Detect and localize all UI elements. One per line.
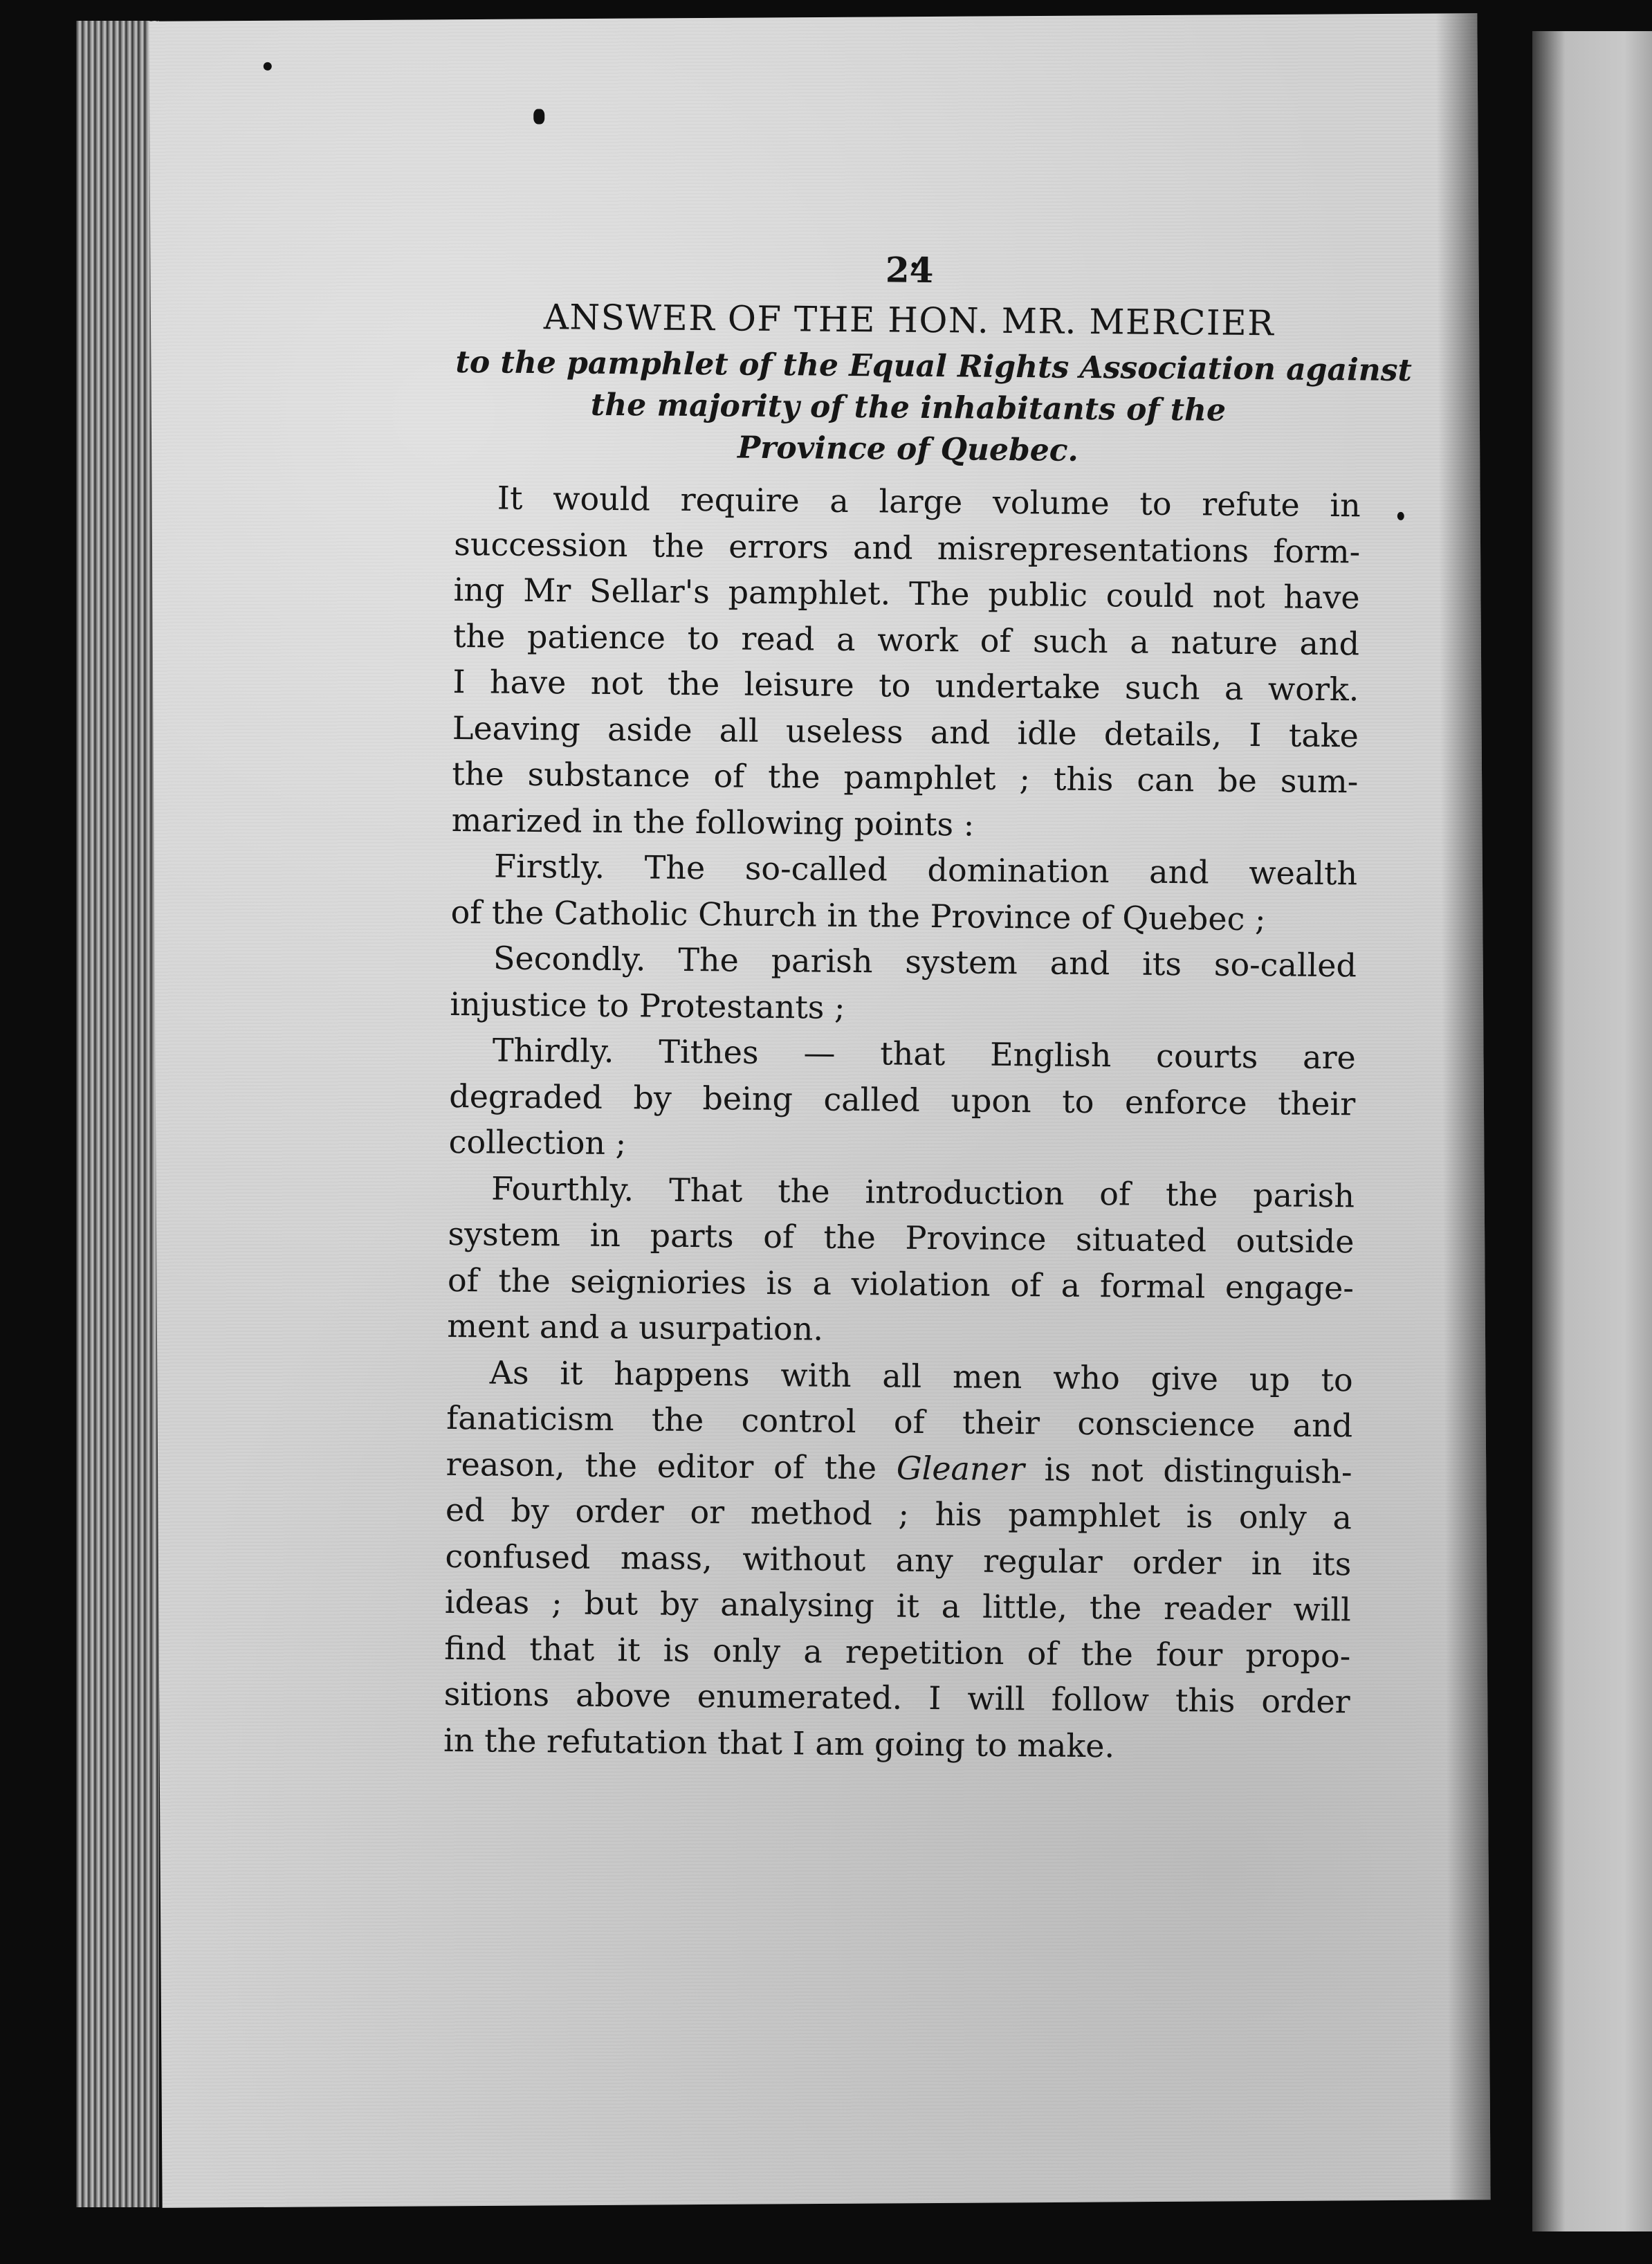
- body-paragraph: [447, 1165, 1355, 1356]
- facing-page-edge: [1532, 31, 1652, 2231]
- text-line: Fourthly. That the introduction of the parish: [490, 1169, 1355, 1214]
- body-paragraph: [450, 935, 1357, 1034]
- text-line: collection ;: [448, 1122, 627, 1162]
- text-line: Firstly. The so-called domination and wealth: [493, 847, 1358, 893]
- text-line: As it happens with all men who give up to: [489, 1353, 1353, 1398]
- text-line: of the seigniories is a violation of a formal engage-: [447, 1261, 1355, 1306]
- text-line: the patience to read a work of such a nature and: [452, 617, 1360, 662]
- ink-speck: [533, 109, 544, 124]
- text-line: succession the errors and misrepresentations form-: [454, 524, 1361, 570]
- text-line: Thirdly. Tithes — that English courts are: [492, 1031, 1357, 1077]
- subheading-line: to the pamphlet of the Equal Rights Association against: [455, 344, 1413, 389]
- body-paragraph: [450, 843, 1357, 942]
- body-text: [443, 475, 1361, 1771]
- newspaper-name: Gleaner: [896, 1449, 1025, 1488]
- gutter-shadow: [1435, 13, 1490, 2200]
- article-heading: ANSWER OF THE HON. MR. MERCIER: [543, 297, 1275, 344]
- text-line: I have not the leisure to undertake such a work.: [452, 662, 1359, 709]
- body-paragraph: [451, 475, 1361, 850]
- text-line: confused mass, without any regular order in its: [445, 1537, 1352, 1582]
- body-paragraph: [443, 1349, 1353, 1771]
- text-line: reason, the editor of the Gleaner is not distinguish-: [446, 1445, 1352, 1490]
- text-line: of the Catholic Church in the Province of Quebec ;: [450, 893, 1266, 938]
- page-text: [443, 246, 1413, 1771]
- text-line: find that it is only a repetition of the four propo-: [444, 1629, 1351, 1674]
- body-paragraph: [448, 1027, 1356, 1173]
- text-line: ment and a usurpation.: [447, 1306, 824, 1348]
- ink-speck: [1397, 512, 1404, 520]
- text-line: marized in the following points :: [451, 801, 975, 843]
- subheading-line: the majority of the inhabitants of the: [590, 387, 1227, 428]
- text-line: fanaticism the control of their conscience and: [446, 1398, 1353, 1445]
- stacked-page-edges: [76, 21, 159, 2207]
- ink-speck: [264, 62, 272, 71]
- text-line: Leaving aside all useless and idle details, I take: [452, 709, 1359, 754]
- text-line: ing Mr Sellar's pamphlet. The public could not have: [453, 570, 1360, 617]
- text-line: ed by order or method ; his pamphlet is only a: [445, 1490, 1352, 1537]
- text-line: Secondly. The parish system and its so-called: [493, 939, 1357, 985]
- text-line: the substance of the pamphlet ; this can be sum-: [452, 754, 1359, 801]
- text-line: ideas ; but by analysing it a little, the reader will: [444, 1582, 1352, 1629]
- page-number: 24: [885, 249, 934, 291]
- text-line: system in parts of the Province situated outside: [448, 1214, 1355, 1261]
- subheading-line: Province of Quebec.: [737, 430, 1079, 468]
- article-subheading: [455, 342, 1413, 474]
- text-line: degraded by being called upon to enforce their: [449, 1077, 1356, 1122]
- text-line: in the refutation that I am going to make.: [443, 1721, 1115, 1764]
- text-line: injustice to Protestants ;: [450, 985, 845, 1026]
- text-line: It would require a large volume to refute in: [497, 479, 1361, 524]
- text-line: sitions above enumerated. I will follow this order: [443, 1674, 1350, 1721]
